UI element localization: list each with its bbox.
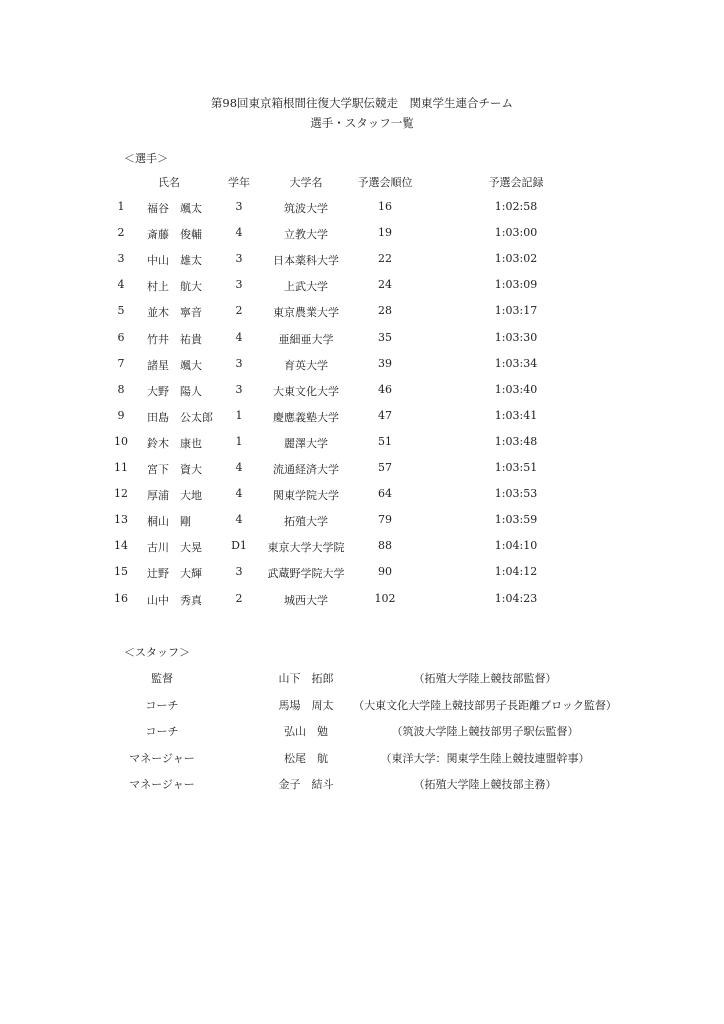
- athlete-grade: 3: [235, 278, 243, 292]
- athlete-grade: 1: [235, 434, 243, 448]
- table-row: [0, 435, 724, 455]
- table-row: [0, 409, 724, 429]
- athlete-university: 日本薬科大学: [273, 254, 339, 268]
- staff-affiliation: （筑波大学陸上競技部男子駅伝監督）: [391, 725, 579, 738]
- athlete-qual-record: 1:03:00: [494, 226, 538, 240]
- athlete-name: 福谷 颯太: [147, 202, 202, 215]
- athlete-name: 桐山 剛: [147, 515, 191, 529]
- table-row: [0, 278, 724, 298]
- athlete-grade: 4: [235, 461, 243, 474]
- athlete-grade: 3: [235, 200, 243, 213]
- athlete-university: 東京農業大学: [273, 306, 339, 320]
- athlete-grade: 1: [235, 408, 243, 422]
- athlete-name: 宮下 資大: [147, 463, 202, 476]
- athlete-university: 流通経済大学: [273, 463, 339, 476]
- staff-row: [0, 697, 724, 717]
- athlete-grade: 4: [235, 226, 243, 240]
- athlete-name: 辻野 大輝: [147, 567, 202, 581]
- staff-section-label: ＜スタッフ＞: [124, 646, 190, 659]
- athlete-qual-record: 1:04:12: [494, 565, 538, 579]
- athlete-qual-rank: 88: [378, 539, 392, 553]
- athlete-university: 拓殖大学: [284, 515, 328, 529]
- table-row: [0, 592, 724, 612]
- athlete-university: 大東文化大学: [273, 384, 339, 398]
- row-number: 3: [117, 252, 125, 266]
- table-row: [0, 461, 724, 481]
- athlete-grade: 2: [235, 591, 243, 605]
- column-header-qual-record: 予選会記録: [488, 176, 544, 189]
- row-number: 2: [117, 226, 125, 240]
- athlete-qual-record: 1:03:41: [494, 408, 538, 422]
- athlete-name: 古川 大晃: [147, 541, 202, 555]
- row-number: 11: [114, 461, 128, 474]
- athlete-grade: 3: [235, 252, 243, 266]
- athlete-qual-record: 1:03:09: [494, 278, 538, 292]
- athlete-university: 育英大学: [284, 358, 328, 372]
- staff-row: [0, 750, 724, 770]
- staff-role: 監督: [151, 672, 173, 685]
- table-row: [0, 200, 724, 220]
- athlete-grade: 2: [235, 304, 243, 318]
- row-number: 16: [114, 591, 128, 605]
- table-row: [0, 539, 724, 559]
- athlete-qual-rank: 19: [378, 226, 392, 240]
- staff-row: [0, 776, 724, 796]
- staff-affiliation: （拓殖大学陸上競技部主務）: [413, 778, 557, 791]
- row-number: 15: [114, 565, 128, 579]
- athlete-university: 筑波大学: [284, 202, 328, 215]
- staff-role: コーチ: [145, 725, 179, 738]
- athlete-university: 麗澤大学: [284, 436, 328, 450]
- table-row: [0, 513, 724, 533]
- table-row: [0, 565, 724, 585]
- column-header-university: 大学名: [289, 176, 323, 189]
- row-number: 13: [114, 513, 128, 527]
- staff-name: 金子 結斗: [278, 778, 334, 791]
- document-title: 第98回東京箱根間往復大学駅伝競走 関東学生連合チーム: [210, 96, 514, 110]
- athlete-name: 並木 寧音: [147, 306, 202, 320]
- athlete-name: 村上 航大: [147, 280, 202, 294]
- row-number: 1: [117, 200, 125, 213]
- row-number: 8: [117, 382, 125, 396]
- athlete-university: 立教大学: [284, 228, 328, 242]
- athlete-qual-rank: 47: [378, 408, 392, 422]
- staff-role: マネージャー: [129, 751, 195, 765]
- athlete-qual-rank: 35: [378, 330, 392, 344]
- athlete-qual-rank: 57: [378, 461, 392, 474]
- athlete-name: 山中 秀真: [147, 593, 202, 607]
- table-row: [0, 252, 724, 272]
- row-number: 10: [114, 434, 128, 448]
- row-number: 4: [117, 278, 125, 292]
- table-row: [0, 357, 724, 377]
- athlete-name: 中山 雄太: [147, 254, 202, 268]
- athlete-qual-rank: 46: [378, 382, 392, 396]
- table-row: [0, 487, 724, 507]
- athlete-university: 上武大学: [284, 280, 328, 294]
- athlete-university: 城西大学: [284, 593, 328, 607]
- row-number: 6: [117, 330, 125, 344]
- staff-name: 弘山 勉: [284, 725, 328, 738]
- athlete-qual-record: 1:03:34: [494, 356, 538, 370]
- athlete-grade: D1: [231, 539, 247, 553]
- staff-row: [0, 670, 724, 690]
- athlete-qual-record: 1:03:02: [494, 252, 538, 266]
- athlete-name: 大野 陽人: [147, 384, 202, 398]
- athlete-grade: 4: [235, 487, 243, 501]
- staff-row: [0, 723, 724, 743]
- athlete-qual-rank: 24: [378, 278, 392, 292]
- staff-name: 松尾 航: [284, 751, 328, 765]
- table-row: [0, 383, 724, 403]
- athlete-qual-record: 1:03:53: [494, 487, 538, 501]
- athlete-qual-record: 1:03:17: [494, 304, 538, 318]
- athlete-qual-rank: 22: [378, 252, 392, 266]
- staff-affiliation: （大東文化大学陸上競技部男子長距離ブロック監督）: [353, 698, 617, 712]
- athlete-grade: 3: [235, 356, 243, 370]
- athlete-name: 田島 公太郎: [147, 410, 213, 424]
- athlete-qual-record: 1:04:10: [494, 539, 538, 553]
- athlete-grade: 4: [235, 513, 243, 527]
- athlete-name: 鈴木 康也: [147, 436, 202, 450]
- athlete-qual-record: 1:03:30: [494, 330, 538, 344]
- column-header-qual-rank: 予選会順位: [357, 176, 413, 189]
- athlete-university: 武蔵野学院大学: [267, 567, 345, 581]
- athlete-university: 亜細亜大学: [278, 332, 334, 346]
- athlete-name: 斎藤 俊輔: [147, 228, 202, 242]
- athlete-qual-rank: 16: [378, 200, 392, 213]
- athlete-name: 諸星 颯大: [147, 358, 202, 372]
- athlete-university: 慶應義塾大学: [273, 410, 339, 424]
- athletes-header-row: [0, 174, 724, 194]
- row-number: 7: [117, 356, 125, 370]
- table-row: [0, 331, 724, 351]
- athlete-name: 竹井 祐貴: [147, 332, 202, 346]
- athlete-qual-rank: 28: [378, 304, 392, 318]
- staff-name: 馬場 周太: [278, 698, 334, 712]
- athlete-qual-record: 1:03:59: [494, 513, 538, 527]
- athlete-qual-record: 1:03:40: [494, 382, 538, 396]
- table-row: [0, 304, 724, 324]
- column-header-grade: 学年: [228, 176, 250, 189]
- column-header-name: 氏名: [158, 176, 180, 189]
- athlete-qual-rank: 64: [378, 487, 392, 501]
- athlete-qual-rank: 102: [374, 591, 396, 605]
- row-number: 14: [114, 539, 128, 553]
- staff-affiliation: （拓殖大学陸上競技部監督）: [413, 672, 557, 685]
- athlete-qual-record: 1:04:23: [494, 591, 538, 605]
- table-row: [0, 226, 724, 246]
- athlete-qual-rank: 39: [378, 356, 392, 370]
- athlete-grade: 3: [235, 382, 243, 396]
- athlete-qual-rank: 51: [378, 434, 392, 448]
- athlete-qual-rank: 79: [378, 513, 392, 527]
- athlete-qual-record: 1:02:58: [494, 200, 538, 213]
- athlete-grade: 3: [235, 565, 243, 579]
- staff-name: 山下 拓郎: [278, 672, 334, 685]
- athletes-section-label: ＜選手＞: [124, 152, 168, 165]
- athlete-qual-record: 1:03:48: [494, 434, 538, 448]
- row-number: 5: [117, 304, 125, 318]
- athlete-university: 東京大学大学院: [267, 541, 345, 555]
- athlete-qual-rank: 90: [378, 565, 392, 579]
- athlete-qual-record: 1:03:51: [494, 461, 538, 474]
- staff-role: コーチ: [145, 698, 179, 712]
- staff-role: マネージャー: [129, 778, 195, 791]
- athlete-university: 関東学院大学: [273, 489, 339, 503]
- row-number: 9: [117, 408, 125, 422]
- row-number: 12: [114, 487, 128, 501]
- athlete-name: 厚浦 大地: [147, 489, 202, 503]
- athlete-grade: 4: [235, 330, 243, 344]
- staff-affiliation: （東洋大学：関東学生陸上競技連盟幹事）: [380, 751, 590, 765]
- document-subtitle: 選手・スタッフ一覧: [310, 116, 414, 130]
